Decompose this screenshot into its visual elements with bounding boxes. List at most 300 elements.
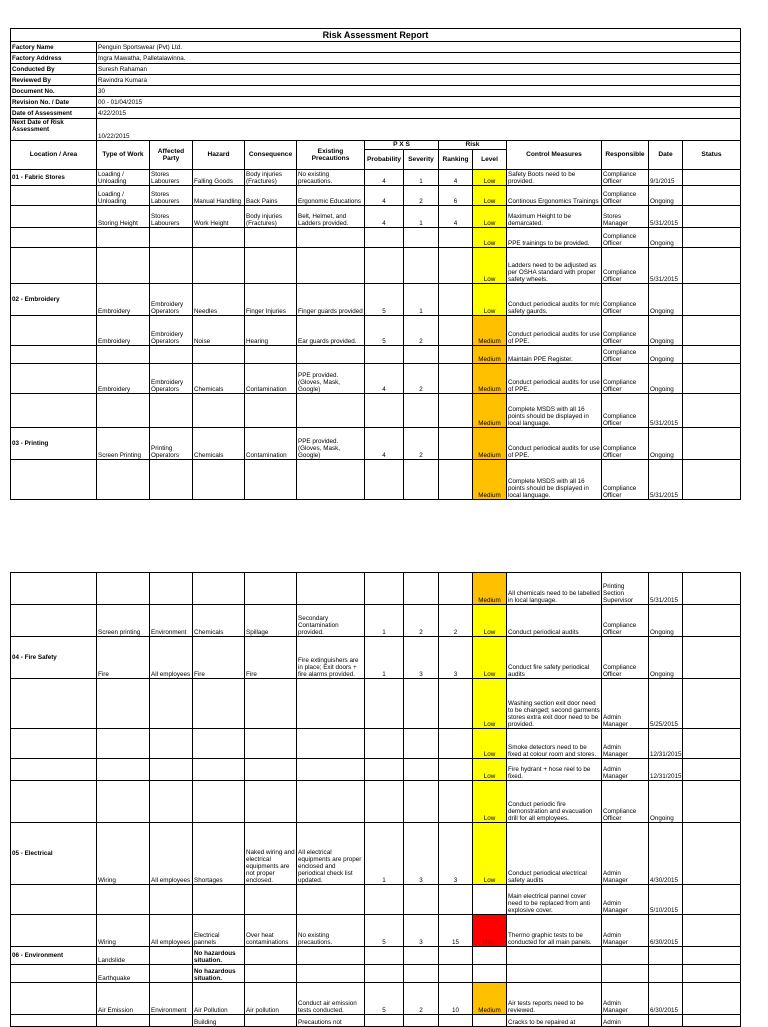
info-value: Ravindra Kumara	[97, 75, 741, 86]
consequence-cell: Finger Injuries	[245, 284, 297, 316]
status-cell	[683, 394, 741, 428]
type-of-work-cell	[97, 394, 150, 428]
control-measures-cell: Air tests reports need to be reviewed.	[507, 983, 602, 1015]
severity-cell: 2	[404, 364, 439, 394]
hazard-cell	[193, 781, 245, 823]
risk-level-badge: Low	[473, 228, 507, 248]
location-cell	[11, 186, 97, 206]
hazard-cell	[193, 759, 245, 781]
info-value: Suresh Rahaman	[97, 64, 741, 75]
date-cell: Ongoing	[649, 605, 683, 637]
consequence-cell	[245, 781, 297, 823]
location-cell	[11, 1015, 97, 1027]
affected-party-cell	[150, 1015, 193, 1027]
control-measures-cell: Main electrical pannel cover need to be replaced from anti explosive cover.	[507, 885, 602, 915]
severity-cell	[404, 346, 439, 364]
ranking-cell: 3	[439, 637, 473, 679]
status-cell	[683, 781, 741, 823]
control-measures-cell: Complete MSDS with all 16 points should be displayed in local language.	[507, 460, 602, 500]
status-cell	[683, 284, 741, 316]
table-row	[11, 729, 741, 759]
probability-cell	[365, 781, 404, 823]
date-cell: 5/25/2015	[649, 679, 683, 729]
consequence-cell	[245, 573, 297, 605]
responsible-cell: Admin Manager	[602, 729, 649, 759]
type-of-work-cell	[97, 729, 150, 759]
header-probability: Probability	[365, 150, 404, 170]
existing-precautions-cell: Secondary Contamination provided.	[297, 605, 365, 637]
header-affected-party: Affected Party	[150, 141, 193, 170]
existing-precautions-cell: Belt, Helmet, and Ladders provided.	[297, 206, 365, 228]
date-cell: Ongoing	[649, 637, 683, 679]
hazard-cell: Chemicals	[193, 364, 245, 394]
hazard-cell: Fire	[193, 637, 245, 679]
location-cell	[11, 729, 97, 759]
status-cell	[683, 915, 741, 947]
ranking-cell: 4	[439, 206, 473, 228]
info-value: 30	[97, 86, 741, 97]
risk-level-badge	[473, 965, 507, 983]
risk-level-badge: Medium	[473, 316, 507, 346]
severity-cell: 1	[404, 284, 439, 316]
date-cell: 9/1/2015	[649, 170, 683, 186]
consequence-cell	[245, 965, 297, 983]
affected-party-cell: Embroidery Operators	[150, 316, 193, 346]
table-row	[11, 573, 741, 605]
control-measures-cell: Conduct periodical electrical safety audits	[507, 823, 602, 885]
hazard-cell: Air Pollution	[193, 983, 245, 1015]
type-of-work-cell	[97, 679, 150, 729]
probability-cell	[365, 885, 404, 915]
severity-cell: 2	[404, 316, 439, 346]
probability-cell	[365, 729, 404, 759]
header-hazard: Hazard	[193, 141, 245, 170]
header-severity: Severity	[404, 150, 439, 170]
responsible-cell: Compliance Officer	[602, 346, 649, 364]
location-cell	[11, 605, 97, 637]
table-row	[11, 394, 741, 428]
severity-cell: 1	[404, 206, 439, 228]
date-cell: 5/31/2015	[649, 248, 683, 284]
responsible-cell: Compliance Officer	[602, 170, 649, 186]
probability-cell: 5	[365, 915, 404, 947]
responsible-cell: Compliance Officer	[602, 394, 649, 428]
consequence-cell	[245, 885, 297, 915]
responsible-cell: Compliance Officer	[602, 781, 649, 823]
type-of-work-cell: Screen Printing	[97, 428, 150, 460]
location-cell	[11, 316, 97, 346]
affected-party-cell: Stores Labourers	[150, 206, 193, 228]
date-cell: 5/31/2015	[649, 573, 683, 605]
date-cell: 12/31/2015	[649, 729, 683, 759]
probability-cell	[365, 1015, 404, 1027]
existing-precautions-cell	[297, 679, 365, 729]
control-measures-cell: Maintain PPE Register.	[507, 346, 602, 364]
ranking-cell: 4	[439, 170, 473, 186]
severity-cell	[404, 885, 439, 915]
risk-table-page-2	[10, 572, 741, 1027]
date-cell: Ongoing	[649, 186, 683, 206]
existing-precautions-cell	[297, 394, 365, 428]
risk-level-badge: Low	[473, 759, 507, 781]
control-measures-cell: Cracks to be repaired at	[507, 1015, 602, 1027]
affected-party-cell	[150, 460, 193, 500]
responsible-cell: Compliance Officer	[602, 186, 649, 206]
status-cell	[683, 1015, 741, 1027]
consequence-cell: Back Pains	[245, 186, 297, 206]
status-cell	[683, 679, 741, 729]
severity-cell	[404, 759, 439, 781]
probability-cell	[365, 248, 404, 284]
control-measures-cell: Conduct periodical audits	[507, 605, 602, 637]
probability-cell: 4	[365, 428, 404, 460]
consequence-cell: Body injuries (Fractures)	[245, 206, 297, 228]
ranking-cell	[439, 759, 473, 781]
existing-precautions-cell	[297, 228, 365, 248]
type-of-work-cell	[97, 781, 150, 823]
table-row	[11, 206, 741, 228]
control-measures-cell	[507, 947, 602, 965]
risk-level-badge: High	[473, 915, 507, 947]
responsible-cell: Compliance Officer	[602, 460, 649, 500]
affected-party-cell: Embroidery Operators	[150, 364, 193, 394]
responsible-cell: Compliance Officer	[602, 284, 649, 316]
type-of-work-cell: Screen printing	[97, 605, 150, 637]
hazard-cell	[193, 679, 245, 729]
table-row	[11, 364, 741, 394]
control-measures-cell: Conduct periodic fire demonstration and evacuation drill for all employees.	[507, 781, 602, 823]
consequence-cell	[245, 228, 297, 248]
responsible-cell: Compliance Officer	[602, 248, 649, 284]
hazard-cell	[193, 394, 245, 428]
info-value: 4/22/2015	[97, 108, 741, 119]
severity-cell: 3	[404, 637, 439, 679]
hazard-cell	[193, 460, 245, 500]
consequence-cell: Spillage	[245, 605, 297, 637]
date-cell: Ongoing	[649, 428, 683, 460]
severity-cell: 2	[404, 983, 439, 1015]
affected-party-cell: Stores Labourers	[150, 170, 193, 186]
consequence-cell	[245, 394, 297, 428]
header-consequence: Consequence	[245, 141, 297, 170]
date-cell: 4/30/2015	[649, 823, 683, 885]
hazard-cell	[193, 729, 245, 759]
existing-precautions-cell	[297, 346, 365, 364]
probability-cell	[365, 679, 404, 729]
control-measures-cell: Washing section exit door need to be changed; second garments stores extra exit door need to be provided.	[507, 679, 602, 729]
ranking-cell	[439, 284, 473, 316]
table-row	[11, 983, 741, 1015]
table-row	[11, 637, 741, 679]
header-date: Date	[649, 141, 683, 170]
type-of-work-cell	[97, 460, 150, 500]
responsible-cell: Admin Manager	[602, 823, 649, 885]
date-cell: 6/30/2015	[649, 915, 683, 947]
location-cell	[11, 364, 97, 394]
ranking-cell	[439, 679, 473, 729]
risk-level-badge: Low	[473, 206, 507, 228]
existing-precautions-cell: Ergonomic Educations	[297, 186, 365, 206]
ranking-cell: 10	[439, 983, 473, 1015]
date-cell: Ongoing	[649, 284, 683, 316]
ranking-cell	[439, 248, 473, 284]
location-cell	[11, 346, 97, 364]
existing-precautions-cell	[297, 965, 365, 983]
table-row	[11, 759, 741, 781]
risk-level-badge: Low	[473, 248, 507, 284]
ranking-cell	[439, 1015, 473, 1027]
table-row	[11, 1015, 741, 1027]
type-of-work-cell	[97, 759, 150, 781]
consequence-cell	[245, 248, 297, 284]
info-label: Date of Assessment	[11, 108, 97, 119]
location-cell	[11, 915, 97, 947]
existing-precautions-cell: No existing precautions.	[297, 915, 365, 947]
info-label: Factory Address	[11, 53, 97, 64]
ranking-cell	[439, 947, 473, 965]
probability-cell	[365, 346, 404, 364]
severity-cell	[404, 573, 439, 605]
responsible-cell: Admin Manager	[602, 759, 649, 781]
consequence-cell	[245, 1015, 297, 1027]
probability-cell: 4	[365, 364, 404, 394]
risk-level-badge	[473, 1015, 507, 1027]
table-row	[11, 781, 741, 823]
responsible-cell: Compliance Officer	[602, 428, 649, 460]
hazard-cell: No hazardous situation.	[193, 965, 245, 983]
risk-level-badge: Low	[473, 637, 507, 679]
info-label: Conducted By	[11, 64, 97, 75]
status-cell	[683, 186, 741, 206]
consequence-cell: Contamination	[245, 364, 297, 394]
existing-precautions-cell: PPE provided. (Gloves, Mask, Google)	[297, 428, 365, 460]
consequence-cell	[245, 346, 297, 364]
table-row	[11, 428, 741, 460]
consequence-cell: Air pollution	[245, 983, 297, 1015]
location-cell	[11, 679, 97, 729]
date-cell: 12/31/2015	[649, 759, 683, 781]
control-measures-cell: Conduct periodical audits for use of PPE.	[507, 364, 602, 394]
table-row	[11, 248, 741, 284]
ranking-cell	[439, 965, 473, 983]
consequence-cell: Over heat contaminations	[245, 915, 297, 947]
existing-precautions-cell	[297, 759, 365, 781]
ranking-cell: 6	[439, 186, 473, 206]
info-value: Ingra Mawatha, Palletalawinna.	[97, 53, 741, 64]
status-cell	[683, 573, 741, 605]
existing-precautions-cell: No existing precautions.	[297, 170, 365, 186]
table-row	[11, 228, 741, 248]
type-of-work-cell	[97, 573, 150, 605]
header-type-of-work: Type of Work	[97, 141, 150, 170]
info-label: Document No.	[11, 86, 97, 97]
probability-cell	[365, 228, 404, 248]
affected-party-cell: Embroidery Operators	[150, 284, 193, 316]
severity-cell	[404, 781, 439, 823]
status-cell	[683, 947, 741, 965]
hazard-cell: Chemicals	[193, 428, 245, 460]
ranking-cell	[439, 885, 473, 915]
probability-cell: 5	[365, 284, 404, 316]
affected-party-cell	[150, 228, 193, 248]
ranking-cell	[439, 346, 473, 364]
table-row	[11, 947, 741, 965]
type-of-work-cell: Wiring	[97, 823, 150, 885]
probability-cell: 1	[365, 637, 404, 679]
probability-cell	[365, 460, 404, 500]
severity-cell: 1	[404, 170, 439, 186]
risk-level-badge: Low	[473, 823, 507, 885]
affected-party-cell	[150, 885, 193, 915]
info-value: Penguin Sportswear (Pvt) Ltd.	[97, 42, 741, 53]
control-measures-cell: Conduct periodical audits for use of PPE.	[507, 316, 602, 346]
table-row	[11, 170, 741, 186]
hazard-cell	[193, 573, 245, 605]
date-cell: Ongoing	[649, 228, 683, 248]
control-measures-cell: Fire hydrant + hose reel to be fixed.	[507, 759, 602, 781]
location-cell	[11, 248, 97, 284]
ranking-cell	[439, 228, 473, 248]
status-cell	[683, 170, 741, 186]
severity-cell	[404, 394, 439, 428]
location-cell: 06 - Environment	[11, 947, 97, 965]
responsible-cell: Admin Manager	[602, 983, 649, 1015]
affected-party-cell: All employees	[150, 637, 193, 679]
risk-level-badge	[473, 947, 507, 965]
info-label: Factory Name	[11, 42, 97, 53]
responsible-cell: Admin Manager	[602, 679, 649, 729]
severity-cell	[404, 679, 439, 729]
affected-party-cell: Printing Operators	[150, 428, 193, 460]
location-cell: 01 - Fabric Stores	[11, 170, 97, 186]
control-measures-cell: Conduct periodical audits for use of PPE.	[507, 428, 602, 460]
location-cell	[11, 228, 97, 248]
date-cell: 5/10/2015	[649, 885, 683, 915]
location-cell: 05 - Electrical	[11, 823, 97, 885]
status-cell	[683, 346, 741, 364]
type-of-work-cell: Landslide	[97, 947, 150, 965]
affected-party-cell	[150, 573, 193, 605]
affected-party-cell	[150, 965, 193, 983]
severity-cell: 3	[404, 915, 439, 947]
responsible-cell: Admin Manager	[602, 885, 649, 915]
consequence-cell	[245, 759, 297, 781]
type-of-work-cell: Embroidery	[97, 364, 150, 394]
header-pxs: P X S	[365, 141, 439, 150]
hazard-cell	[193, 228, 245, 248]
ranking-cell: 2	[439, 605, 473, 637]
existing-precautions-cell: All electrical equipments are proper enclosed and periodical check list updated.	[297, 823, 365, 885]
hazard-cell: Needles	[193, 284, 245, 316]
type-of-work-cell	[97, 885, 150, 915]
hazard-cell: No hazardous situation.	[193, 947, 245, 965]
status-cell	[683, 248, 741, 284]
probability-cell	[365, 965, 404, 983]
risk-level-badge	[473, 885, 507, 915]
risk-level-badge: Medium	[473, 346, 507, 364]
severity-cell	[404, 965, 439, 983]
control-measures-cell	[507, 965, 602, 983]
responsible-cell: Compliance Officer	[602, 605, 649, 637]
date-cell: 5/31/2015	[649, 460, 683, 500]
table-row	[11, 460, 741, 500]
status-cell	[683, 316, 741, 346]
affected-party-cell	[150, 947, 193, 965]
consequence-cell: Naked wiring and electrical equipments are not proper enclosed.	[245, 823, 297, 885]
status-cell	[683, 364, 741, 394]
date-cell	[649, 965, 683, 983]
affected-party-cell: Stores Labourers	[150, 186, 193, 206]
responsible-cell: Compliance Officer	[602, 364, 649, 394]
type-of-work-cell: Loading / Unloading	[97, 170, 150, 186]
consequence-cell	[245, 729, 297, 759]
existing-precautions-cell: Precautions not	[297, 1015, 365, 1027]
severity-cell: 2	[404, 186, 439, 206]
date-cell: Ongoing	[649, 346, 683, 364]
existing-precautions-cell	[297, 573, 365, 605]
affected-party-cell	[150, 248, 193, 284]
risk-level-badge: Low	[473, 186, 507, 206]
existing-precautions-cell	[297, 885, 365, 915]
probability-cell	[365, 394, 404, 428]
info-label: Reviewed By	[11, 75, 97, 86]
table-row	[11, 915, 741, 947]
affected-party-cell	[150, 394, 193, 428]
date-cell: Ongoing	[649, 364, 683, 394]
control-measures-cell: PPE trainings to be provided.	[507, 228, 602, 248]
ranking-cell	[439, 316, 473, 346]
date-cell: 6/30/2015	[649, 983, 683, 1015]
status-cell	[683, 759, 741, 781]
affected-party-cell	[150, 781, 193, 823]
control-measures-cell: Conduct fire safety periodical audits	[507, 637, 602, 679]
severity-cell	[404, 729, 439, 759]
control-measures-cell: Ladders need to be adjusted as per OSHA standard with proper safety wheels.	[507, 248, 602, 284]
type-of-work-cell	[97, 346, 150, 364]
hazard-cell: Falling Goods	[193, 170, 245, 186]
location-cell	[11, 759, 97, 781]
responsible-cell	[602, 965, 649, 983]
date-cell: Ongoing	[649, 781, 683, 823]
hazard-cell	[193, 346, 245, 364]
responsible-cell: Stores Manager	[602, 206, 649, 228]
status-cell	[683, 637, 741, 679]
status-cell	[683, 983, 741, 1015]
responsible-cell: Compliance Officer	[602, 228, 649, 248]
risk-level-badge: Low	[473, 170, 507, 186]
table-row	[11, 965, 741, 983]
consequence-cell: Contamination	[245, 428, 297, 460]
control-measures-cell: Thermo graphic tests to be conducted for all main panels.	[507, 915, 602, 947]
control-measures-cell: Complete MSDS with all 16 points should be displayed in local language.	[507, 394, 602, 428]
hazard-cell: Chemicals	[193, 605, 245, 637]
hazard-cell: Shortages	[193, 823, 245, 885]
header-location: Location / Area	[11, 141, 97, 170]
probability-cell: 4	[365, 206, 404, 228]
hazard-cell: Manual Handling	[193, 186, 245, 206]
existing-precautions-cell: Fire extinguishers are in place; Exit doors + fire alarms provided.	[297, 637, 365, 679]
consequence-cell: Hearing	[245, 316, 297, 346]
type-of-work-cell: Earthquake	[97, 965, 150, 983]
affected-party-cell: Environment	[150, 983, 193, 1015]
hazard-cell: Electrical pannels	[193, 915, 245, 947]
probability-cell	[365, 947, 404, 965]
location-cell	[11, 965, 97, 983]
severity-cell	[404, 1015, 439, 1027]
existing-precautions-cell: PPE provided. (Gloves, Mask, Google)	[297, 364, 365, 394]
severity-cell	[404, 228, 439, 248]
hazard-cell: Noise	[193, 316, 245, 346]
